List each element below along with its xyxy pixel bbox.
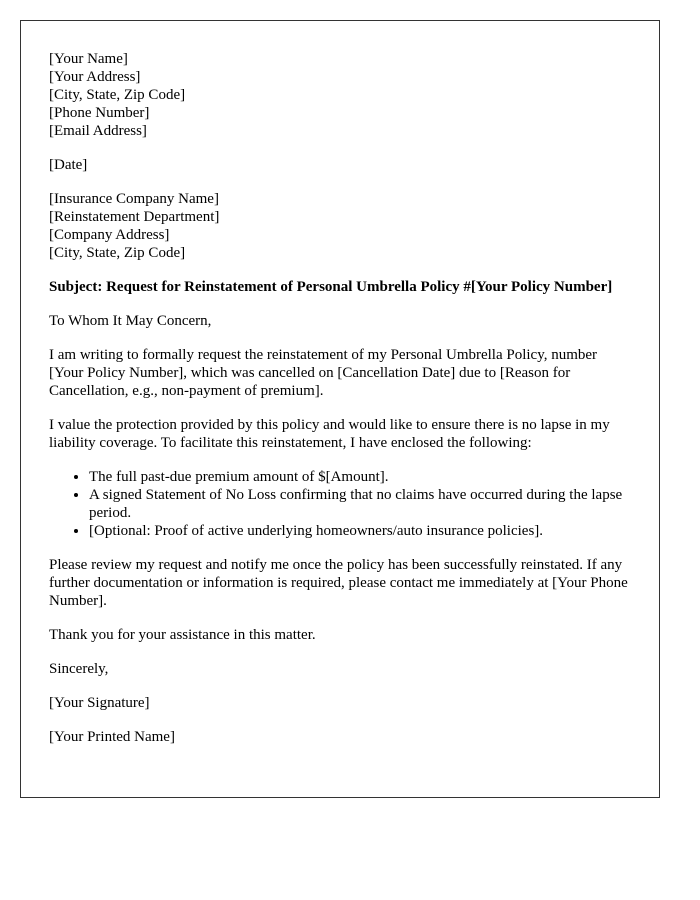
sender-name: [Your Name] [49, 51, 128, 67]
enclosure-list [49, 468, 631, 540]
body-paragraph-review: Please review my request and notify me once the policy has been successfully reinstated. If any further documentation or information is required, please contact me immediately at [Your Phone Number]. [49, 557, 628, 609]
list-item: • The full past-due premium amount of $[Amount]. [89, 468, 631, 486]
sender-phone: [Phone Number] [49, 105, 150, 121]
list-item: • [Optional: Proof of active underlying homeowners/auto insurance policies]. [89, 522, 631, 540]
printed-name: [Your Printed Name] [49, 729, 175, 745]
body-paragraph-request: I am writing to formally request the reinstatement of my Personal Umbrella Policy, number [Your Policy Number], which was cancelled on [Cancellation Date] due to [Reason for Cancellation, e.g., non-payment of premium]. [49, 347, 598, 399]
list-item: • A signed Statement of No Loss confirming that no claims have occurred during the lapse period. [89, 486, 631, 522]
sender-address: [Your Address] [49, 69, 141, 85]
recipient-block [49, 190, 631, 262]
recipient-address: [Company Address] [49, 227, 170, 243]
sign-off: Sincerely, [49, 661, 109, 677]
recipient-department: [Reinstatement Department] [49, 209, 220, 225]
sender-city-state-zip: [City, State, Zip Code] [49, 87, 186, 103]
recipient-company: [Insurance Company Name] [49, 191, 219, 207]
letter-date: [Date] [49, 157, 88, 173]
body-paragraph-enclosures-intro: I value the protection provided by this policy and would like to ensure there is no lapse in my liability coverage. To facilitate this reinstatement, I have enclosed the following: [49, 417, 610, 451]
body-paragraph-thanks: Thank you for your assistance in this matter. [49, 627, 316, 643]
signature-placeholder: [Your Signature] [49, 695, 150, 711]
subject-line: Subject: Request for Reinstatement of Personal Umbrella Policy #[Your Policy Number] [49, 279, 613, 295]
sender-block [49, 50, 631, 140]
salutation: To Whom It May Concern, [49, 313, 212, 329]
recipient-city-state-zip: [City, State, Zip Code] [49, 245, 186, 261]
letter-document [20, 20, 660, 798]
sender-email: [Email Address] [49, 123, 147, 139]
